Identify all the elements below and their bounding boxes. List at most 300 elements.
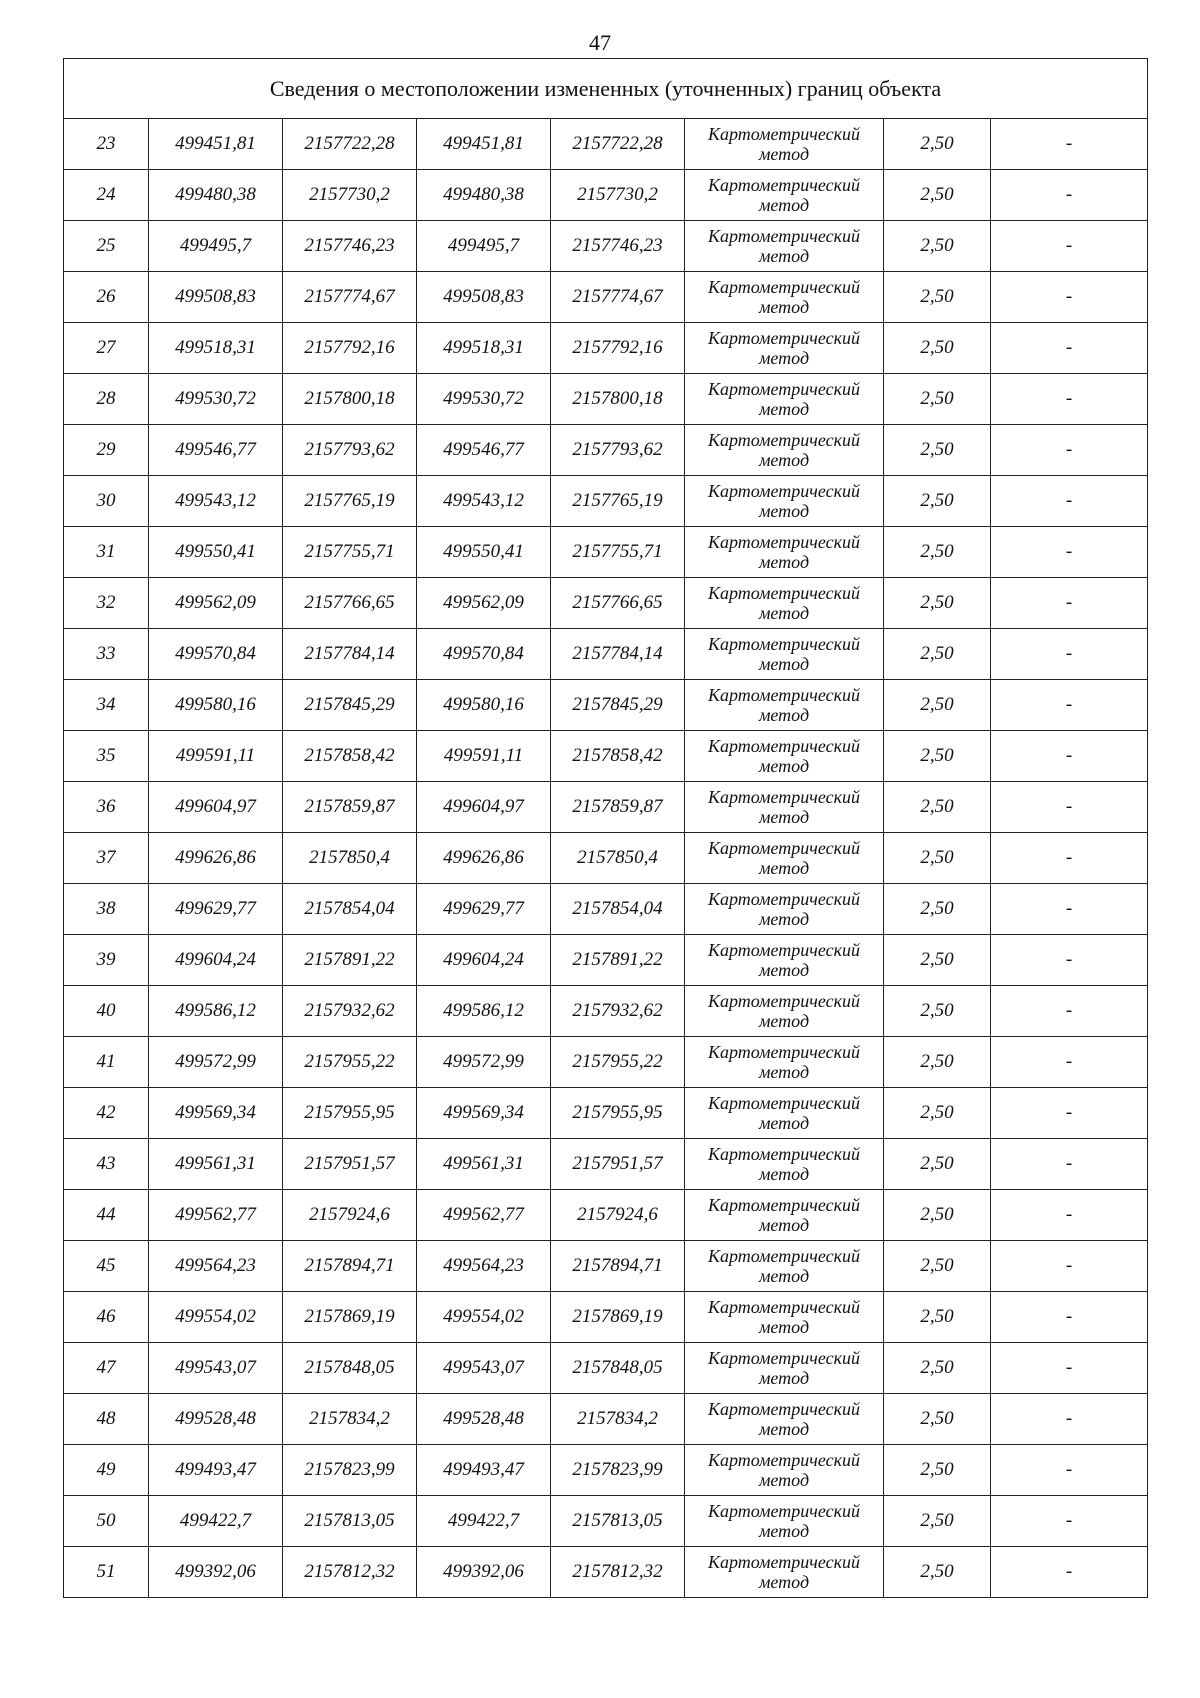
accuracy-cell: 2,50 bbox=[884, 1547, 991, 1598]
accuracy-cell: 2,50 bbox=[884, 1037, 991, 1088]
existing-y-cell: 2157722,28 bbox=[283, 119, 417, 170]
point-number-cell: 32 bbox=[64, 578, 149, 629]
accuracy-cell: 2,50 bbox=[884, 1445, 991, 1496]
refined-x-cell: 499493,47 bbox=[417, 1445, 551, 1496]
method-line: Картометрический bbox=[707, 633, 860, 654]
point-number-cell: 38 bbox=[64, 884, 149, 935]
refined-x-cell: 499604,24 bbox=[417, 935, 551, 986]
method-cell bbox=[685, 680, 884, 731]
point-number-cell: 26 bbox=[64, 272, 149, 323]
accuracy-cell: 2,50 bbox=[884, 680, 991, 731]
accuracy-cell: 2,50 bbox=[884, 884, 991, 935]
description-cell: - bbox=[991, 119, 1148, 170]
method-line: метод bbox=[758, 1215, 810, 1235]
point-number-cell: 37 bbox=[64, 833, 149, 884]
refined-x-cell: 499508,83 bbox=[417, 272, 551, 323]
page-number: 47 bbox=[589, 30, 611, 55]
method-line: метод bbox=[758, 450, 810, 470]
method-line: Картометрический bbox=[707, 1347, 860, 1368]
existing-x-cell: 499604,24 bbox=[149, 935, 283, 986]
existing-x-cell: 499451,81 bbox=[149, 119, 283, 170]
method-line: метод bbox=[758, 1368, 810, 1388]
refined-x-cell: 499480,38 bbox=[417, 170, 551, 221]
description-cell: - bbox=[991, 476, 1148, 527]
method-cell bbox=[685, 272, 884, 323]
existing-y-cell: 2157823,99 bbox=[283, 1445, 417, 1496]
method-line: Картометрический bbox=[707, 378, 860, 399]
refined-y-cell: 2157823,99 bbox=[551, 1445, 685, 1496]
refined-x-cell: 499591,11 bbox=[417, 731, 551, 782]
table-row bbox=[64, 884, 1148, 935]
method-cell bbox=[685, 221, 884, 272]
accuracy-cell: 2,50 bbox=[884, 731, 991, 782]
table-row bbox=[64, 629, 1148, 680]
method-cell bbox=[685, 1139, 884, 1190]
method-line: метод bbox=[758, 756, 810, 776]
method-line: метод bbox=[758, 399, 810, 419]
existing-y-cell: 2157955,95 bbox=[283, 1088, 417, 1139]
accuracy-cell: 2,50 bbox=[884, 1241, 991, 1292]
method-line: Картометрический bbox=[707, 786, 860, 807]
existing-x-cell: 499562,09 bbox=[149, 578, 283, 629]
table-row bbox=[64, 170, 1148, 221]
method-line: Картометрический bbox=[707, 1245, 860, 1266]
existing-x-cell: 499495,7 bbox=[149, 221, 283, 272]
description-cell: - bbox=[991, 323, 1148, 374]
method-line: метод bbox=[758, 858, 810, 878]
method-line: метод bbox=[758, 1164, 810, 1184]
method-line: метод bbox=[758, 144, 810, 164]
existing-y-cell: 2157845,29 bbox=[283, 680, 417, 731]
existing-y-cell: 2157774,67 bbox=[283, 272, 417, 323]
accuracy-cell: 2,50 bbox=[884, 323, 991, 374]
method-cell bbox=[685, 170, 884, 221]
refined-y-cell: 2157932,62 bbox=[551, 986, 685, 1037]
table-row bbox=[64, 119, 1148, 170]
refined-y-cell: 2157859,87 bbox=[551, 782, 685, 833]
table-row bbox=[64, 1394, 1148, 1445]
table-row bbox=[64, 1445, 1148, 1496]
description-cell: - bbox=[991, 1190, 1148, 1241]
refined-x-cell: 499528,48 bbox=[417, 1394, 551, 1445]
description-cell: - bbox=[991, 1394, 1148, 1445]
description-cell: - bbox=[991, 782, 1148, 833]
refined-y-cell: 2157955,22 bbox=[551, 1037, 685, 1088]
description-cell: - bbox=[991, 1547, 1148, 1598]
refined-x-cell: 499562,09 bbox=[417, 578, 551, 629]
method-line: метод bbox=[758, 1317, 810, 1337]
table-row bbox=[64, 527, 1148, 578]
method-line: метод bbox=[758, 807, 810, 827]
existing-y-cell: 2157955,22 bbox=[283, 1037, 417, 1088]
point-number-cell: 42 bbox=[64, 1088, 149, 1139]
accuracy-cell: 2,50 bbox=[884, 578, 991, 629]
table-row bbox=[64, 1292, 1148, 1343]
refined-y-cell: 2157845,29 bbox=[551, 680, 685, 731]
existing-x-cell: 499518,31 bbox=[149, 323, 283, 374]
accuracy-cell: 2,50 bbox=[884, 170, 991, 221]
table-body bbox=[64, 119, 1148, 1598]
table-row bbox=[64, 578, 1148, 629]
method-line: метод bbox=[758, 195, 810, 215]
refined-x-cell: 499562,77 bbox=[417, 1190, 551, 1241]
method-line: метод bbox=[758, 348, 810, 368]
method-cell bbox=[685, 1088, 884, 1139]
point-number-cell: 29 bbox=[64, 425, 149, 476]
table-row bbox=[64, 833, 1148, 884]
existing-x-cell: 499508,83 bbox=[149, 272, 283, 323]
existing-x-cell: 499561,31 bbox=[149, 1139, 283, 1190]
refined-y-cell: 2157722,28 bbox=[551, 119, 685, 170]
table-row bbox=[64, 1343, 1148, 1394]
method-cell bbox=[685, 1241, 884, 1292]
accuracy-cell: 2,50 bbox=[884, 1190, 991, 1241]
accuracy-cell: 2,50 bbox=[884, 425, 991, 476]
method-cell bbox=[685, 986, 884, 1037]
refined-x-cell: 499561,31 bbox=[417, 1139, 551, 1190]
refined-y-cell: 2157848,05 bbox=[551, 1343, 685, 1394]
existing-y-cell: 2157858,42 bbox=[283, 731, 417, 782]
refined-y-cell: 2157784,14 bbox=[551, 629, 685, 680]
table-row bbox=[64, 1139, 1148, 1190]
table-row bbox=[64, 782, 1148, 833]
refined-y-cell: 2157792,16 bbox=[551, 323, 685, 374]
refined-x-cell: 499530,72 bbox=[417, 374, 551, 425]
existing-y-cell: 2157784,14 bbox=[283, 629, 417, 680]
table-row bbox=[64, 1241, 1148, 1292]
refined-x-cell: 499495,7 bbox=[417, 221, 551, 272]
method-cell bbox=[685, 1037, 884, 1088]
method-line: Картометрический bbox=[707, 1398, 860, 1419]
method-line: Картометрический bbox=[707, 939, 860, 960]
existing-x-cell: 499586,12 bbox=[149, 986, 283, 1037]
existing-y-cell: 2157812,32 bbox=[283, 1547, 417, 1598]
method-line: метод bbox=[758, 960, 810, 980]
method-line: метод bbox=[758, 552, 810, 572]
method-cell bbox=[685, 1190, 884, 1241]
description-cell: - bbox=[991, 884, 1148, 935]
method-line: Картометрический bbox=[707, 735, 860, 756]
method-cell bbox=[685, 935, 884, 986]
refined-y-cell: 2157774,67 bbox=[551, 272, 685, 323]
existing-y-cell: 2157894,71 bbox=[283, 1241, 417, 1292]
method-cell bbox=[685, 731, 884, 782]
refined-x-cell: 499554,02 bbox=[417, 1292, 551, 1343]
description-cell: - bbox=[991, 833, 1148, 884]
method-line: метод bbox=[758, 1062, 810, 1082]
method-cell bbox=[685, 1394, 884, 1445]
method-cell bbox=[685, 578, 884, 629]
description-cell: - bbox=[991, 170, 1148, 221]
method-line: Картометрический bbox=[707, 888, 860, 909]
method-line: метод bbox=[758, 501, 810, 521]
table-row bbox=[64, 935, 1148, 986]
refined-y-cell: 2157793,62 bbox=[551, 425, 685, 476]
existing-x-cell: 499493,47 bbox=[149, 1445, 283, 1496]
refined-x-cell: 499570,84 bbox=[417, 629, 551, 680]
refined-y-cell: 2157813,05 bbox=[551, 1496, 685, 1547]
method-line: Картометрический bbox=[707, 327, 860, 348]
method-line: метод bbox=[758, 246, 810, 266]
method-cell bbox=[685, 323, 884, 374]
existing-x-cell: 499543,12 bbox=[149, 476, 283, 527]
refined-y-cell: 2157766,65 bbox=[551, 578, 685, 629]
method-line: Картометрический bbox=[707, 1449, 860, 1470]
method-line: Картометрический bbox=[707, 582, 860, 603]
method-line: метод bbox=[758, 1521, 810, 1541]
table-title: Сведения о местоположении измененных (уточненных) границ объекта bbox=[64, 59, 1148, 119]
point-number-cell: 28 bbox=[64, 374, 149, 425]
method-cell bbox=[685, 425, 884, 476]
refined-x-cell: 499543,12 bbox=[417, 476, 551, 527]
existing-y-cell: 2157730,2 bbox=[283, 170, 417, 221]
existing-x-cell: 499569,34 bbox=[149, 1088, 283, 1139]
description-cell: - bbox=[991, 425, 1148, 476]
refined-y-cell: 2157812,32 bbox=[551, 1547, 685, 1598]
point-number-cell: 23 bbox=[64, 119, 149, 170]
refined-x-cell: 499451,81 bbox=[417, 119, 551, 170]
method-cell bbox=[685, 1547, 884, 1598]
table-row bbox=[64, 323, 1148, 374]
accuracy-cell: 2,50 bbox=[884, 1496, 991, 1547]
description-cell: - bbox=[991, 578, 1148, 629]
table-row bbox=[64, 1037, 1148, 1088]
existing-x-cell: 499562,77 bbox=[149, 1190, 283, 1241]
point-number-cell: 48 bbox=[64, 1394, 149, 1445]
existing-x-cell: 499528,48 bbox=[149, 1394, 283, 1445]
refined-x-cell: 499564,23 bbox=[417, 1241, 551, 1292]
table-row bbox=[64, 986, 1148, 1037]
refined-y-cell: 2157951,57 bbox=[551, 1139, 685, 1190]
method-line: Картометрический bbox=[707, 1551, 860, 1572]
point-number-cell: 47 bbox=[64, 1343, 149, 1394]
method-line: Картометрический bbox=[707, 225, 860, 246]
method-cell bbox=[685, 833, 884, 884]
method-line: метод bbox=[758, 1011, 810, 1031]
method-cell bbox=[685, 119, 884, 170]
table-row bbox=[64, 374, 1148, 425]
accuracy-cell: 2,50 bbox=[884, 833, 991, 884]
method-line: метод bbox=[758, 909, 810, 929]
existing-y-cell: 2157765,19 bbox=[283, 476, 417, 527]
method-line: метод bbox=[758, 603, 810, 623]
description-cell: - bbox=[991, 1445, 1148, 1496]
method-cell bbox=[685, 374, 884, 425]
point-number-cell: 50 bbox=[64, 1496, 149, 1547]
refined-x-cell: 499604,97 bbox=[417, 782, 551, 833]
description-cell: - bbox=[991, 527, 1148, 578]
refined-y-cell: 2157850,4 bbox=[551, 833, 685, 884]
method-line: Картометрический bbox=[707, 1143, 860, 1164]
refined-y-cell: 2157858,42 bbox=[551, 731, 685, 782]
refined-y-cell: 2157924,6 bbox=[551, 1190, 685, 1241]
accuracy-cell: 2,50 bbox=[884, 935, 991, 986]
point-number-cell: 36 bbox=[64, 782, 149, 833]
method-line: Картометрический bbox=[707, 531, 860, 552]
table-row bbox=[64, 1496, 1148, 1547]
point-number-cell: 31 bbox=[64, 527, 149, 578]
method-line: Картометрический bbox=[707, 480, 860, 501]
existing-x-cell: 499591,11 bbox=[149, 731, 283, 782]
table-row bbox=[64, 425, 1148, 476]
refined-x-cell: 499550,41 bbox=[417, 527, 551, 578]
table-title-row bbox=[64, 59, 1148, 119]
existing-y-cell: 2157848,05 bbox=[283, 1343, 417, 1394]
refined-y-cell: 2157746,23 bbox=[551, 221, 685, 272]
accuracy-cell: 2,50 bbox=[884, 476, 991, 527]
existing-x-cell: 499564,23 bbox=[149, 1241, 283, 1292]
point-number-cell: 24 bbox=[64, 170, 149, 221]
method-cell bbox=[685, 1496, 884, 1547]
existing-y-cell: 2157924,6 bbox=[283, 1190, 417, 1241]
existing-y-cell: 2157766,65 bbox=[283, 578, 417, 629]
existing-y-cell: 2157869,19 bbox=[283, 1292, 417, 1343]
refined-x-cell: 499572,99 bbox=[417, 1037, 551, 1088]
existing-y-cell: 2157813,05 bbox=[283, 1496, 417, 1547]
method-cell bbox=[685, 629, 884, 680]
existing-y-cell: 2157800,18 bbox=[283, 374, 417, 425]
description-cell: - bbox=[991, 680, 1148, 731]
accuracy-cell: 2,50 bbox=[884, 272, 991, 323]
method-line: Картометрический bbox=[707, 1296, 860, 1317]
description-cell: - bbox=[991, 731, 1148, 782]
existing-y-cell: 2157834,2 bbox=[283, 1394, 417, 1445]
table-row bbox=[64, 272, 1148, 323]
existing-y-cell: 2157793,62 bbox=[283, 425, 417, 476]
point-number-cell: 44 bbox=[64, 1190, 149, 1241]
method-line: Картометрический bbox=[707, 990, 860, 1011]
existing-y-cell: 2157932,62 bbox=[283, 986, 417, 1037]
method-cell bbox=[685, 1292, 884, 1343]
point-number-cell: 49 bbox=[64, 1445, 149, 1496]
method-cell bbox=[685, 884, 884, 935]
accuracy-cell: 2,50 bbox=[884, 1088, 991, 1139]
refined-x-cell: 499543,07 bbox=[417, 1343, 551, 1394]
description-cell: - bbox=[991, 374, 1148, 425]
refined-x-cell: 499518,31 bbox=[417, 323, 551, 374]
method-line: метод bbox=[758, 1266, 810, 1286]
method-line: Картометрический bbox=[707, 837, 860, 858]
table-row bbox=[64, 221, 1148, 272]
point-number-cell: 45 bbox=[64, 1241, 149, 1292]
accuracy-cell: 2,50 bbox=[884, 221, 991, 272]
refined-y-cell: 2157765,19 bbox=[551, 476, 685, 527]
existing-x-cell: 499550,41 bbox=[149, 527, 283, 578]
description-cell: - bbox=[991, 1088, 1148, 1139]
refined-x-cell: 499626,86 bbox=[417, 833, 551, 884]
method-line: Картометрический bbox=[707, 1500, 860, 1521]
refined-y-cell: 2157955,95 bbox=[551, 1088, 685, 1139]
accuracy-cell: 2,50 bbox=[884, 1292, 991, 1343]
accuracy-cell: 2,50 bbox=[884, 1139, 991, 1190]
method-line: Картометрический bbox=[707, 1041, 860, 1062]
method-line: метод bbox=[758, 297, 810, 317]
existing-y-cell: 2157859,87 bbox=[283, 782, 417, 833]
method-cell bbox=[685, 782, 884, 833]
point-number-cell: 25 bbox=[64, 221, 149, 272]
accuracy-cell: 2,50 bbox=[884, 1394, 991, 1445]
method-line: Картометрический bbox=[707, 276, 860, 297]
description-cell: - bbox=[991, 1292, 1148, 1343]
method-cell bbox=[685, 1445, 884, 1496]
table-row bbox=[64, 680, 1148, 731]
description-cell: - bbox=[991, 1496, 1148, 1547]
refined-y-cell: 2157730,2 bbox=[551, 170, 685, 221]
refined-x-cell: 499586,12 bbox=[417, 986, 551, 1037]
method-line: метод bbox=[758, 1419, 810, 1439]
description-cell: - bbox=[991, 986, 1148, 1037]
description-cell: - bbox=[991, 272, 1148, 323]
method-cell bbox=[685, 476, 884, 527]
existing-x-cell: 499543,07 bbox=[149, 1343, 283, 1394]
method-line: метод bbox=[758, 1113, 810, 1133]
existing-y-cell: 2157850,4 bbox=[283, 833, 417, 884]
method-line: Картометрический bbox=[707, 123, 860, 144]
table-row bbox=[64, 1088, 1148, 1139]
existing-y-cell: 2157792,16 bbox=[283, 323, 417, 374]
accuracy-cell: 2,50 bbox=[884, 1343, 991, 1394]
method-line: Картометрический bbox=[707, 684, 860, 705]
refined-x-cell: 499629,77 bbox=[417, 884, 551, 935]
refined-y-cell: 2157854,04 bbox=[551, 884, 685, 935]
point-number-cell: 51 bbox=[64, 1547, 149, 1598]
refined-y-cell: 2157869,19 bbox=[551, 1292, 685, 1343]
description-cell: - bbox=[991, 629, 1148, 680]
refined-x-cell: 499422,7 bbox=[417, 1496, 551, 1547]
refined-x-cell: 499580,16 bbox=[417, 680, 551, 731]
refined-y-cell: 2157834,2 bbox=[551, 1394, 685, 1445]
method-cell bbox=[685, 1343, 884, 1394]
existing-x-cell: 499604,97 bbox=[149, 782, 283, 833]
existing-x-cell: 499629,77 bbox=[149, 884, 283, 935]
existing-x-cell: 499572,99 bbox=[149, 1037, 283, 1088]
point-number-cell: 35 bbox=[64, 731, 149, 782]
method-line: Картометрический bbox=[707, 1194, 860, 1215]
method-cell bbox=[685, 527, 884, 578]
existing-x-cell: 499392,06 bbox=[149, 1547, 283, 1598]
existing-x-cell: 499480,38 bbox=[149, 170, 283, 221]
accuracy-cell: 2,50 bbox=[884, 119, 991, 170]
point-number-cell: 41 bbox=[64, 1037, 149, 1088]
existing-x-cell: 499570,84 bbox=[149, 629, 283, 680]
existing-y-cell: 2157746,23 bbox=[283, 221, 417, 272]
boundary-coordinates-table bbox=[63, 58, 1148, 1598]
refined-x-cell: 499546,77 bbox=[417, 425, 551, 476]
accuracy-cell: 2,50 bbox=[884, 629, 991, 680]
refined-y-cell: 2157891,22 bbox=[551, 935, 685, 986]
method-line: метод bbox=[758, 1572, 810, 1592]
existing-x-cell: 499422,7 bbox=[149, 1496, 283, 1547]
description-cell: - bbox=[991, 1037, 1148, 1088]
existing-x-cell: 499546,77 bbox=[149, 425, 283, 476]
description-cell: - bbox=[991, 221, 1148, 272]
point-number-cell: 46 bbox=[64, 1292, 149, 1343]
refined-y-cell: 2157800,18 bbox=[551, 374, 685, 425]
point-number-cell: 30 bbox=[64, 476, 149, 527]
accuracy-cell: 2,50 bbox=[884, 986, 991, 1037]
point-number-cell: 43 bbox=[64, 1139, 149, 1190]
method-line: метод bbox=[758, 705, 810, 725]
point-number-cell: 33 bbox=[64, 629, 149, 680]
existing-y-cell: 2157891,22 bbox=[283, 935, 417, 986]
method-line: метод bbox=[758, 1470, 810, 1490]
existing-y-cell: 2157755,71 bbox=[283, 527, 417, 578]
point-number-cell: 34 bbox=[64, 680, 149, 731]
description-cell: - bbox=[991, 1139, 1148, 1190]
method-line: Картометрический bbox=[707, 174, 860, 195]
table-row bbox=[64, 1547, 1148, 1598]
method-line: метод bbox=[758, 654, 810, 674]
